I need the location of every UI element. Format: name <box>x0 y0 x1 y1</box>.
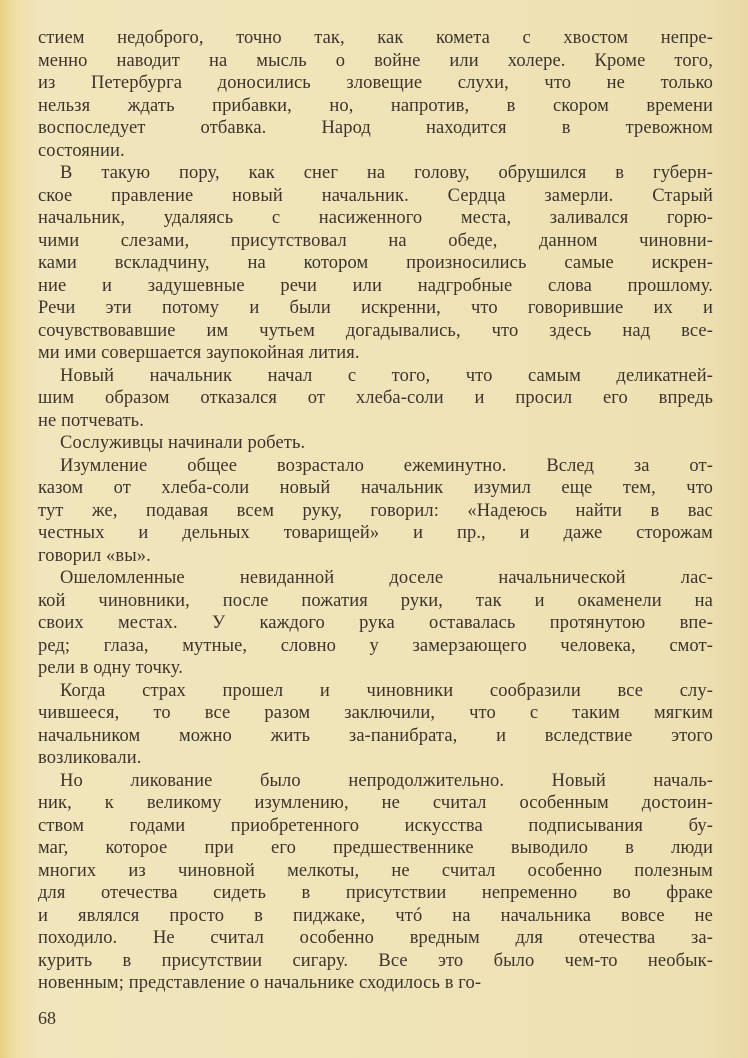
text-line: ние и задушевные речи или надгробные слова прошлому. <box>38 275 713 296</box>
paragraph <box>38 680 713 770</box>
text-line: казом от хлеба-соли новый начальник изумил еще тем, что <box>38 478 713 498</box>
paragraph <box>38 455 713 568</box>
text-line: многих из чиновной мелкоты, не считал особенно полезным <box>38 860 713 881</box>
text-line: стием недоброго, точно так, как комета с хвостом непре- <box>38 28 713 48</box>
text-line: начальник, удаляясь с насиженного места, заливался горю- <box>38 208 713 228</box>
paragraph <box>38 162 713 365</box>
text-line: Ошеломленные невиданной доселе начальнической лас- <box>60 568 713 588</box>
text-line: маг, которое при его предшественнике выводило в люди <box>38 838 713 858</box>
text-line: для отечества сидеть в присутствии непременно во фраке <box>38 883 713 903</box>
text-line: В такую пору, как снег на голову, обрушился в губерн- <box>60 163 713 183</box>
text-line: Речи эти потому и были искренни, что говорившие их и <box>38 298 713 318</box>
text-line: Когда страх прошел и чиновники сообразили все слу- <box>60 680 713 701</box>
text-line: не потчевать. <box>38 410 144 431</box>
text-line: возликовали. <box>38 748 142 768</box>
text-line: начальником можно жить за-панибрата, и вследствие этого <box>38 725 713 746</box>
text-line: ством годами приобретенного искусства подписывания бу- <box>38 815 713 836</box>
text-line: своих местах. У каждого рука оставалась протянутою впе- <box>38 613 713 633</box>
text-line: Новый начальник начал с того, что самым деликатней- <box>60 365 713 386</box>
text-line: из Петербурга доносились зловещие слухи, что не только <box>38 73 713 93</box>
paragraph <box>38 365 713 433</box>
text-line: походило. Не считал особенно вредным для отечества за- <box>38 928 713 948</box>
paragraph <box>38 567 713 680</box>
text-line: ское правление новый начальник. Сердца замерли. Старый <box>38 185 713 206</box>
paragraph <box>38 432 713 455</box>
text-line: чими слезами, присутствовал на обеде, данном чиновни- <box>38 230 713 251</box>
text-line: Изумление общее возрастало ежеминутно. Вслед за от- <box>60 455 713 476</box>
text-line: воспоследует отбавка. Народ находится в тревожном <box>38 118 713 138</box>
text-line: ник, к великому изумлению, не считал особенным достоин- <box>38 793 713 813</box>
text-line: менно наводит на мысль о войне или холере. Кроме того, <box>38 50 713 71</box>
text-line: сочувствовавшие им чутьем догадывались, что здесь над все- <box>38 320 713 341</box>
page-number: 68 <box>38 1008 56 1028</box>
text-line: рели в одну точку. <box>38 658 183 678</box>
text-line: кой чиновники, после пожатия руки, так и окаменели на <box>38 590 713 611</box>
text-line: нельзя ждать прибавки, но, напротив, в скором времени <box>38 95 713 116</box>
page-text <box>38 27 713 995</box>
text-line: Сослуживцы начинали робеть. <box>60 433 306 453</box>
paragraph <box>38 27 713 162</box>
text-line: ками вскладчину, на котором произносились самые искрен- <box>38 253 713 273</box>
text-line: новенным; представление о начальнике сходилось в го- <box>38 973 482 993</box>
text-line: тут же, подавая всем руку, говорил: «Надеюсь найти в вас <box>38 500 713 521</box>
text-line: говорил «вы». <box>38 545 151 566</box>
text-line: состоянии. <box>38 140 125 161</box>
text-line: ред; глаза, мутные, словно у замерзающего человека, смот- <box>38 635 713 656</box>
paragraph <box>38 770 713 995</box>
text-line: курить в присутствии сигару. Все это было чем-то необык- <box>38 950 713 971</box>
text-line: честных и дельных товарищей» и пр., и даже сторожам <box>38 523 713 543</box>
text-line: шим образом отказался от хлеба-соли и просил его впредь <box>38 388 713 408</box>
text-line: чившееся, то все разом заключили, что с таким мягким <box>38 703 713 723</box>
text-line: Но ликование было непродолжительно. Новый началь- <box>60 770 713 791</box>
text-line: ми ими совершается заупокойная лития. <box>38 343 360 363</box>
text-line: и являлся просто в пиджаке, чтó на начальника вовсе не <box>38 905 713 926</box>
